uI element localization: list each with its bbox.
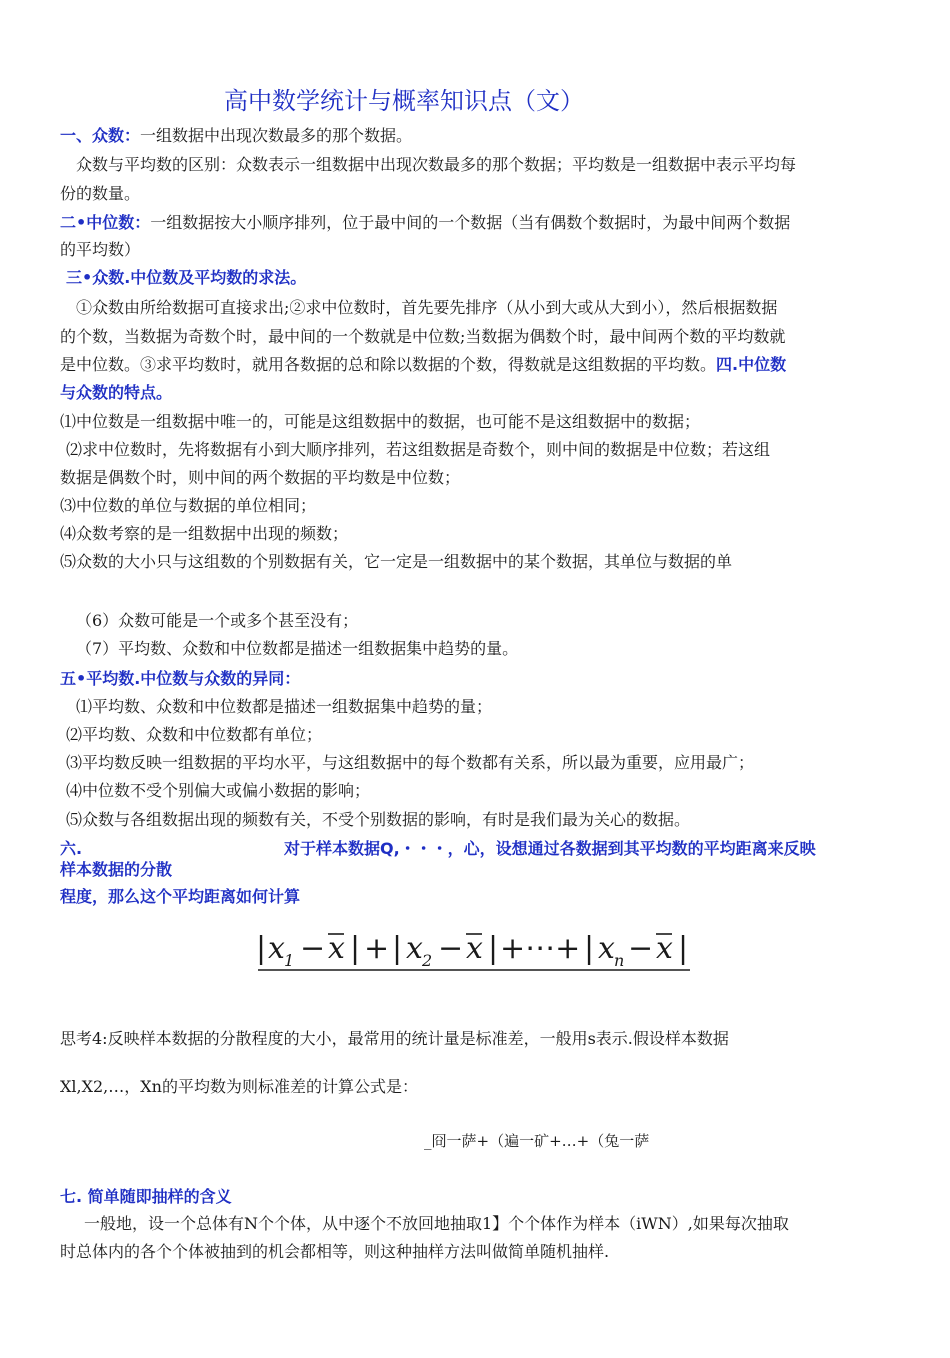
formula-bar: | — [488, 931, 499, 966]
section-1-text: 一组数据中出现次数最多的那个数据。 — [140, 126, 413, 145]
section-3-last-line — [60, 354, 786, 376]
section-4-heading-cont: 与众数的特点。 — [60, 383, 173, 402]
list-item: ⑶中位数的单位与数据的单位相同； — [60, 496, 317, 515]
formula-minus: − — [300, 931, 326, 966]
formula-x1: x — [268, 931, 285, 966]
list-item: ⑷众数考察的是一组数据中出现的频数； — [60, 524, 349, 543]
section-2-line — [60, 212, 790, 234]
paragraph-line: 一般地，设一个总体有N个个体，从中逐个不放回地抽取1】个个体作为样本（iWN）,如果每次抽取 — [84, 1214, 789, 1233]
mean-absolute-deviation-formula — [256, 928, 692, 972]
list-item: （7）平均数、众数和中位数都是描述一组数据集中趋势的量。 — [76, 639, 519, 658]
paragraph-line: 的个数，当数据为奇数个时，最中间的一个数就是中位数;当数据为偶数个时，最中间两个数的平均数就 — [60, 327, 786, 346]
formula-xbar: x — [656, 931, 673, 966]
formula-xn: x — [598, 931, 615, 966]
paragraph-line: ①众数由所给数据可直接求出;②求中位数时，首先要先排序（从小到大或从大到小），然后根据数据 — [76, 298, 778, 317]
section-6-number: 六. — [60, 839, 83, 858]
section-6-heading: 对于样本数据Q,・・・，心，设想通过各数据到其平均数的平均距离来反映 — [284, 839, 816, 858]
paragraph-line: 份的数量。 — [60, 184, 141, 203]
formula-sub-1: 1 — [284, 951, 295, 970]
section-3-heading: 三•众数.中位数及平均数的求法。 — [66, 268, 307, 287]
section-1-line — [60, 125, 412, 147]
formula-bar: | — [678, 931, 689, 966]
section-2-text: 一组数据按大小顺序排列，位于最中间的一个数据（当有偶数个数据时，为最中间两个数据 — [150, 213, 791, 232]
section-1-heading: 一、众数： — [60, 126, 141, 145]
paragraph-text: 是中位数。③求平均数时，就用各数据的总和除以数据的个数，得数就是这组数据的平均数。 — [60, 355, 717, 374]
formula-xbar: x — [328, 931, 345, 966]
paragraph-line: 的平均数） — [60, 240, 141, 259]
formula-plus: + — [364, 931, 390, 966]
list-item: ⑴平均数、众数和中位数都是描述一组数据集中趋势的量； — [76, 697, 493, 716]
formula-minus: − — [438, 931, 464, 966]
formula-xbar: x — [466, 931, 483, 966]
formula-bar: | — [392, 931, 403, 966]
section-4-heading: 四.中位数 — [716, 355, 787, 374]
list-item: ⑸众数的大小只与这组数的个别数据有关，它一定是一组数据中的某个数据，其单位与数据的单 — [60, 552, 733, 571]
list-item: ⑴中位数是一组数据中唯一的，可能是这组数据中的数据，也可能不是这组数据中的数据； — [60, 412, 701, 431]
section-5-heading: 五•平均数.中位数与众数的异同： — [60, 669, 301, 688]
list-item: ⑷中位数不受个别偏大或偏小数据的影响； — [66, 781, 371, 800]
formula-x2: x — [406, 931, 423, 966]
formula-dots: +⋯+ — [500, 931, 581, 966]
formula-svg — [256, 928, 692, 972]
list-item: ⑵求中位数时，先将数据有小到大顺序排列，若这组数据是奇数个，则中间的数据是中位数；若这组 — [66, 440, 771, 459]
formula-sub-n: n — [614, 951, 625, 970]
section-6-heading-cont: 样本数据的分散 — [60, 860, 173, 879]
section-7-heading: 七. 简单随即抽样的含义 — [60, 1187, 232, 1206]
paragraph-line: 众数与平均数的区别：众数表示一组数据中出现次数最多的那个数据；平均数是一组数据中表示平均每 — [76, 155, 797, 174]
think-line: Xl,X2,…，Xn的平均数为则标准差的计算公式是： — [60, 1077, 418, 1096]
section-2-heading: 二•中位数： — [60, 213, 151, 232]
list-item-cont: 数据是偶数个时，则中间的两个数据的平均数是中位数； — [60, 468, 461, 487]
list-item: ⑶平均数反映一组数据的平均水平，与这组数据中的每个数都有关系，所以最为重要，应用最广； — [66, 753, 755, 772]
formula-sub-2: 2 — [422, 951, 433, 970]
formula-bar: | — [256, 931, 267, 966]
formula-bar: | — [584, 931, 595, 966]
document-title: 高中数学统计与概率知识点（文） — [224, 87, 584, 115]
section-6-heading-cont: 程度，那么这个平均距离如何计算 — [60, 887, 301, 906]
think-line: 思考4:反映样本数据的分散程度的大小，最常用的统计量是标准差，一般用s表示.假设样本数据 — [60, 1029, 729, 1048]
paragraph-line: 时总体内的各个个体被抽到的机会都相等，则这种抽样方法叫做简单随机抽样. — [60, 1242, 610, 1261]
list-item: ⑵平均数、众数和中位数都有单位； — [66, 725, 323, 744]
list-item: （6）众数可能是一个或多个甚至没有； — [76, 611, 359, 630]
list-item: ⑸众数与各组数据出现的频数有关，不受个别数据的影响，有时是我们最为关心的数据。 — [66, 810, 691, 829]
formula-minus: − — [628, 931, 654, 966]
formula-bar: | — [350, 931, 361, 966]
std-dev-formula-garbled: _冏一萨+（遍一矿+…+（兔一萨 — [424, 1132, 650, 1150]
